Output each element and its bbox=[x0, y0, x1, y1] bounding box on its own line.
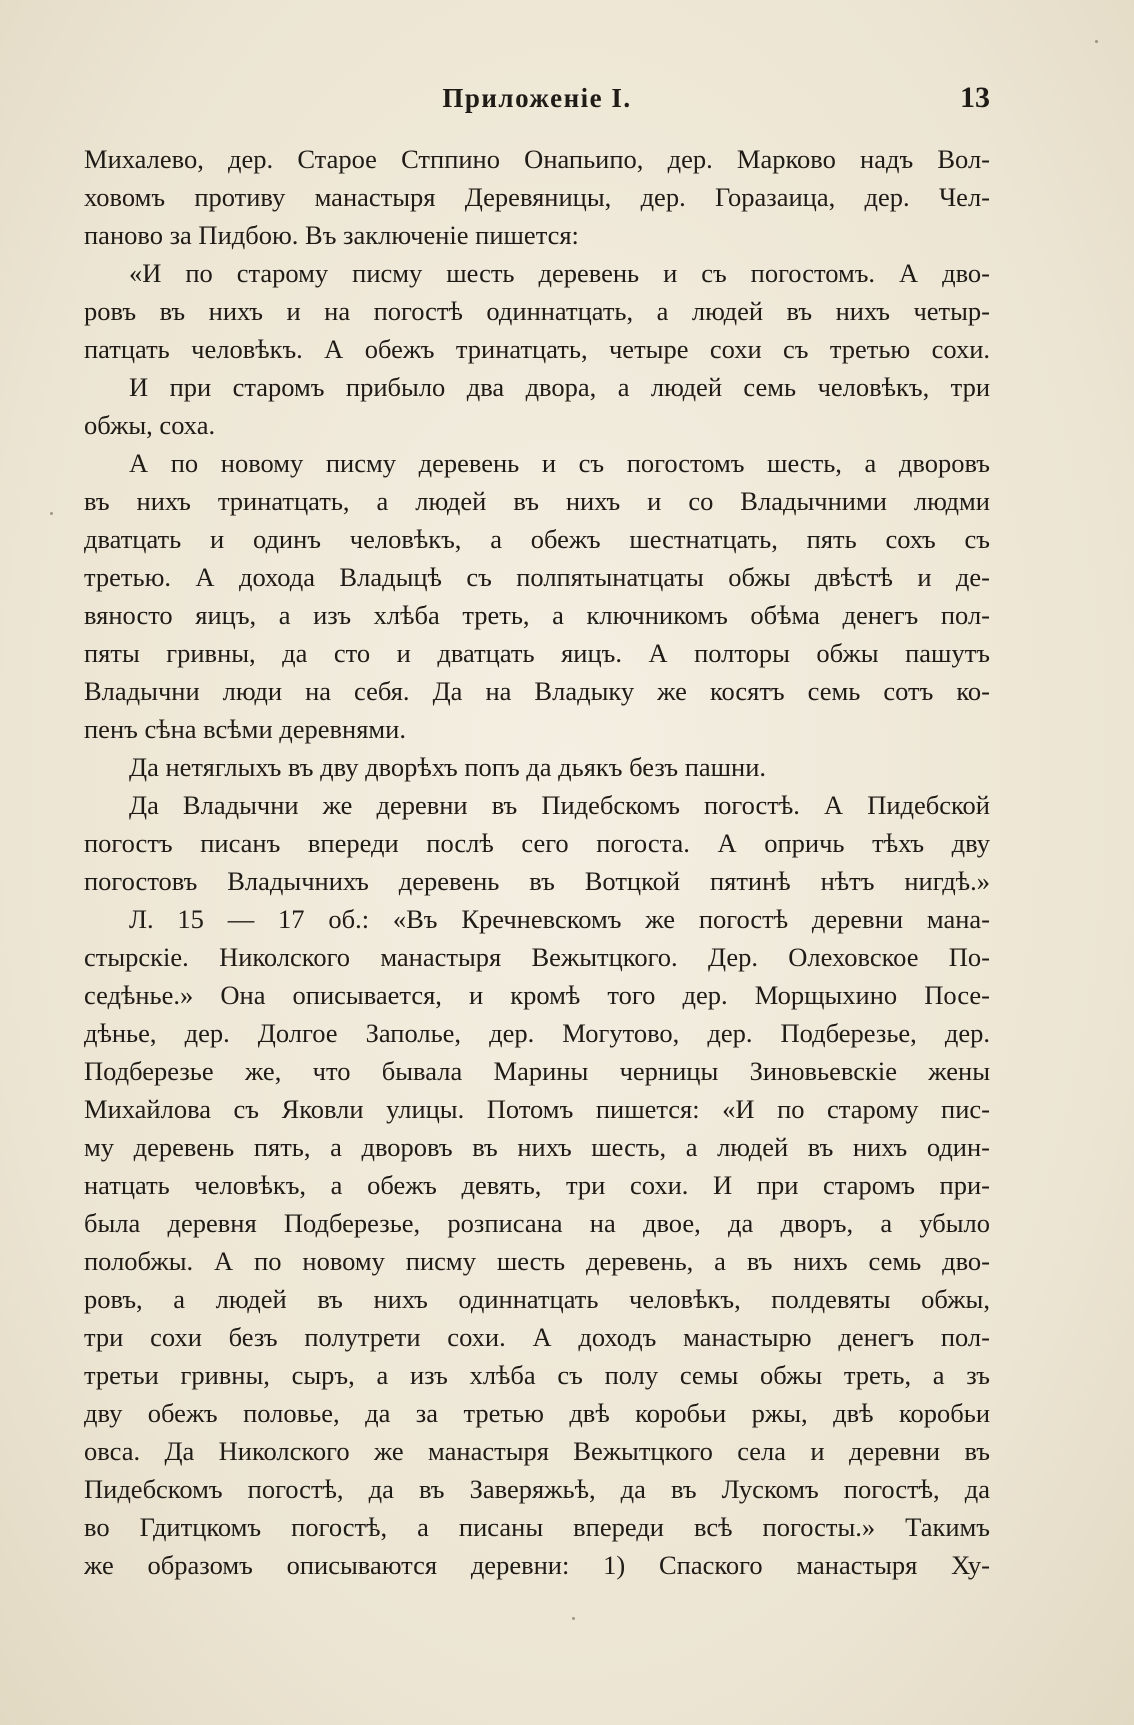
text-line: Да Владычни же деревни въ Пидебскомъ погостѣ. А Пидебской bbox=[129, 790, 990, 820]
text-line: седѣнье.» Она описывается, и кромѣ того дер. Морщыхино Посе- bbox=[84, 980, 990, 1010]
text-line: «И по старому писму шесть деревень и съ погостомъ. А дво- bbox=[129, 258, 990, 288]
page-number: 13 bbox=[960, 81, 990, 114]
text-line: погостовъ Владычнихъ деревень въ Вотцкой пятинѣ нѣтъ нигдѣ.» bbox=[84, 866, 990, 896]
page-header bbox=[84, 78, 990, 118]
text-line: пенъ сѣна всѣми деревнями. bbox=[84, 714, 406, 744]
text-line: третью. А дохода Владыцѣ съ полпятынатцаты обжы двѣстѣ и де- bbox=[84, 562, 990, 592]
text-line: погостъ писанъ впереди послѣ сего погоста. А опричь тѣхъ дву bbox=[84, 828, 990, 858]
text-line: Михалево, дер. Старое Стппино Онапьипо, дер. Марково надъ Вол- bbox=[84, 144, 990, 174]
running-title: Приложеніе I. bbox=[442, 83, 632, 113]
text-line: Владычни люди на себя. Да на Владыку же косятъ семь сотъ ко- bbox=[84, 676, 990, 706]
text-line: третьи гривны, сыръ, а изъ хлѣба съ полу семы обжы треть, а зъ bbox=[84, 1360, 990, 1390]
text-line: А по новому писму деревень и съ погостомъ шесть, а дворовъ bbox=[129, 448, 990, 478]
text-line: паново за Пидбою. Въ заключеніе пишется: bbox=[84, 220, 579, 250]
text-line: Пидебскомъ погостѣ, да въ Заверяжьѣ, да въ Лускомъ погостѣ, да bbox=[84, 1474, 990, 1504]
text-line: пяты гривны, да сто и дватцать яицъ. А полторы обжы пашутъ bbox=[84, 638, 990, 668]
text-line: натцать человѣкъ, а обежъ девять, три сохи. И при старомъ при- bbox=[84, 1170, 990, 1200]
text-line: полобжы. А по новому писму шесть деревень, а въ нихъ семь дво- bbox=[84, 1246, 990, 1276]
text-line: му деревень пять, а дворовъ въ нихъ шесть, а людей въ нихъ один- bbox=[84, 1132, 990, 1162]
text-line: Да нетяглыхъ въ дву дворѣхъ попъ да дьякъ безъ пашни. bbox=[129, 752, 767, 782]
text-line: дву обежъ половье, да за третью двѣ коробьи ржы, двѣ коробьи bbox=[84, 1398, 990, 1428]
scan-speck bbox=[1095, 40, 1098, 43]
text-line: обжы, соха. bbox=[84, 410, 216, 440]
body-text bbox=[84, 140, 990, 1584]
text-line: ровъ, а людей въ нихъ одиннатцать человѣкъ, полдевяты обжы, bbox=[84, 1284, 990, 1314]
text-line: была деревня Подберезье, розписана на двое, да дворъ, а убыло bbox=[84, 1208, 990, 1238]
text-line: дѣнье, дер. Долгое Заполье, дер. Могутово, дер. Подберезье, дер. bbox=[84, 1018, 990, 1048]
scan-speck bbox=[572, 1617, 575, 1620]
text-line: Подберезье же, что бывала Марины черницы Зиновьевскіе жены bbox=[84, 1056, 990, 1086]
text-line: овса. Да Николского же манастыря Вежытцкого села и деревни въ bbox=[84, 1436, 990, 1466]
text-line: во Гдитцкомъ погостѣ, а писаны впереди всѣ погосты.» Такимъ bbox=[84, 1512, 990, 1542]
text-line: ховомъ противу манастыря Деревяницы, дер. Горазаица, дер. Чел- bbox=[84, 182, 990, 212]
text-line: три сохи безъ полутрети сохи. А доходъ манастырю денегъ пол- bbox=[84, 1322, 990, 1352]
text-line: патцать человѣкъ. А обежъ тринатцать, четыре сохи съ третью сохи. bbox=[84, 334, 990, 364]
text-line: же образомъ описываются деревни: 1) Спаского манастыря Ху- bbox=[84, 1550, 990, 1580]
text-line: Л. 15 — 17 об.: «Въ Кречневскомъ же погостѣ деревни мана- bbox=[129, 904, 990, 934]
scan-speck bbox=[50, 512, 53, 515]
text-line: Михайлова съ Яковли улицы. Потомъ пишется: «И по старому пис- bbox=[84, 1094, 990, 1124]
text-line: И при старомъ прибыло два двора, а людей семь человѣкъ, три bbox=[129, 372, 990, 402]
text-line: вяносто яицъ, а изъ хлѣба треть, а ключникомъ обѣма денегъ пол- bbox=[84, 600, 990, 630]
text-line: дватцать и одинъ человѣкъ, а обежъ шестнатцать, пять сохъ съ bbox=[84, 524, 990, 554]
text-line: стырскіе. Николского манастыря Вежытцкого. Дер. Олеховское По- bbox=[84, 942, 990, 972]
text-line: ровъ въ нихъ и на погостѣ одиннатцать, а людей въ нихъ четыр- bbox=[84, 296, 990, 326]
text-line: въ нихъ тринатцать, а людей въ нихъ и со Владычними людми bbox=[84, 486, 990, 516]
